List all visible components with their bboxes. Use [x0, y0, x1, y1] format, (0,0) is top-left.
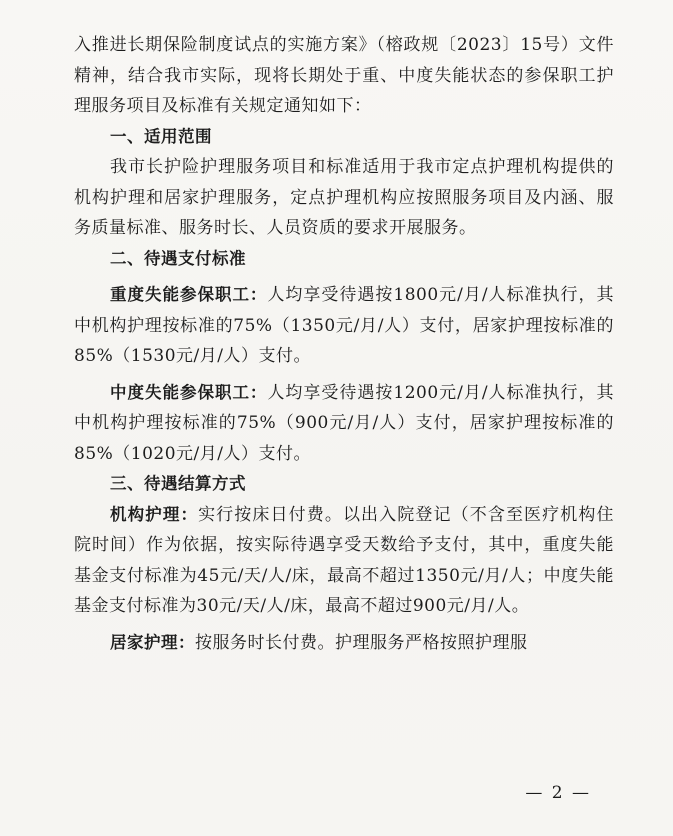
section-3-paragraph-1 [74, 500, 614, 622]
section-3-title: 三、待遇结算方式 [110, 474, 246, 493]
section-2-p1-text: 人均享受待遇按1800元/月/人标准执行，其中机构护理按标准的75%（1350元/月/人）支付，居家护理按标准的85%（1530元/月/人）支付。 [74, 285, 615, 366]
page-number: — 2 — [525, 783, 591, 803]
section-2-paragraph-2 [74, 378, 614, 470]
section-1-body: 我市长护险护理服务项目和标准适用于我市定点护理机构提供的机构护理和居家护理服务，定点护理机构应按照服务项目及内涵、服务质量标准、服务时长、人员资质的要求开展服务。 [74, 157, 614, 238]
section-3-paragraph-2 [74, 628, 614, 659]
section-3-p2-text: 按服务时长付费。护理服务严格按照护理服 [195, 632, 528, 653]
section-1-title: 一、适用范围 [110, 126, 212, 146]
section-3-p1-label: 机构护理： [110, 504, 199, 524]
section-3-p2-label: 居家护理： [110, 632, 195, 652]
section-2-title: 二、待遇支付标准 [110, 248, 246, 268]
document-body [74, 30, 614, 658]
section-2-p2-text: 人均享受待遇按1200元/月/人标准执行，其中机构护理按标准的75%（900元/月/人）支付，居家护理按标准的85%（1020元/月/人）支付。 [74, 382, 615, 464]
section-2-p1-label: 重度失能参保职工： [110, 285, 268, 304]
section-2-p2-label: 中度失能参保职工： [110, 382, 268, 402]
section-2-paragraph-1 [74, 280, 614, 372]
section-3-p1-text: 实行按床日付费。以出入院登记（不含至医疗机构住院时间）作为依据，按实际待遇享受天数给予支付，其中，重度失能基金支付标准为45元/天/人/床，最高不超过1350元/月/人；中度失能基金支付标准为30元/天/人/床，最高不超过900元/月/人。 [74, 504, 615, 616]
intro-paragraph: 入推进长期保险制度试点的实施方案》（榕政规〔2023〕15号）文件精神，结合我市实际，现将长期处于重、中度失能状态的参保职工护理服务项目及标准有关规定通知如下： [74, 35, 614, 116]
